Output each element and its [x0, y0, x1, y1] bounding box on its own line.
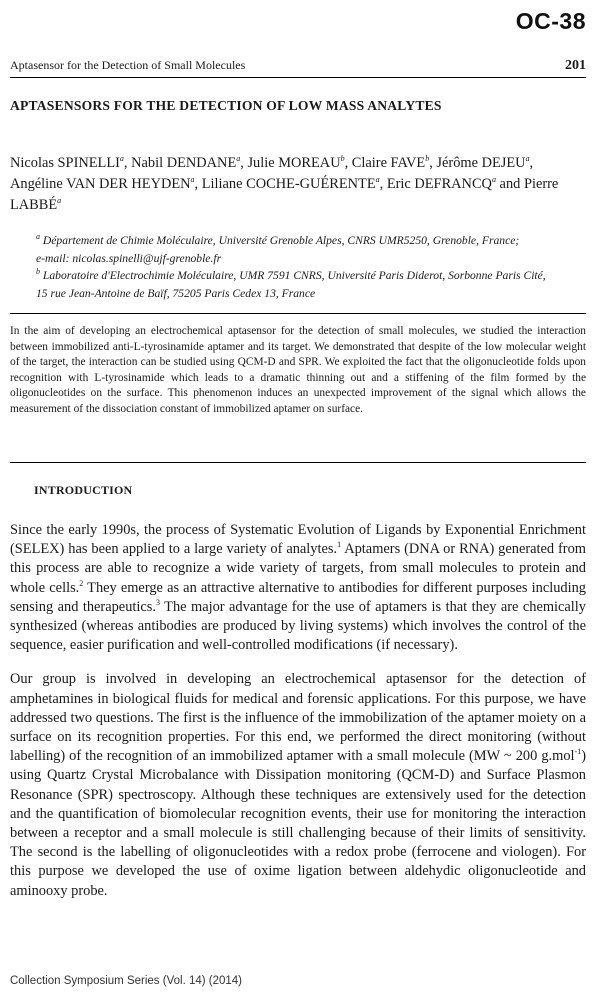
section-heading: INTRODUCTION	[34, 483, 133, 497]
paragraph-text: ) using Quartz Crystal Microbalance with Dissipation monitoring (QCM-D) and Surface Plasmon Resonance (SPR) spectroscopy. Although these techniques are extensively used for the detection and the quantification of biomolecular recognition events, their use for monitoring the interaction between a receptor and a small molecule is still challenging because of their limits of sensitivity. The second is the labelling of oligonucleotides with a redox probe (ferrocene and viologen). For this purpose we developed the use of oxime ligation between aldehydic oligonucleotide and aminooxy probe.	[10, 748, 586, 899]
author-affiliation-mark: b	[425, 154, 430, 164]
citation-ref: 3	[155, 598, 160, 608]
running-header	[10, 58, 586, 74]
affiliation-line	[36, 267, 586, 285]
paragraph-text: They emerge as an attractive alternative to antibodies for different purposes including sensing and therapeutics.	[10, 579, 586, 615]
paper-code: OC-38	[515, 8, 586, 34]
author-name: Eric DEFRANCQ	[386, 176, 492, 192]
author-affiliation-mark: a	[525, 154, 530, 164]
author-affiliation-mark: a	[491, 175, 496, 185]
author-name: Pierre LABBÉ	[10, 176, 559, 213]
body-paragraph	[10, 521, 586, 655]
paragraph-text: Our group is involved in developing an electrochemical aptasensor for the detection of amphetamines in biological fluids for medical and forensic applications. For this purpose, we have addressed two questions. The first is the influence of the immobilization of the aptamer moiety on a surface on its recognition properties. For this end, we performed the direct monitoring (without labelling) of the recognition of an immobilized aptamer with a small molecule (MW ~ 200 g.mol	[10, 671, 586, 765]
author-name: Angéline VAN DER HEYDEN	[10, 176, 191, 192]
citation-ref: -1	[574, 747, 582, 757]
affiliation-text: Département de Chimie Moléculaire, Université Grenoble Alpes, CNRS UMR5250, Grenoble, France;	[42, 234, 520, 247]
author-affiliation-mark: a	[236, 154, 241, 164]
abstract-top-divider	[10, 313, 586, 314]
affiliation-text: e-mail: nicolas.spinelli@ujf-grenoble.fr	[36, 251, 222, 265]
author-affiliation-mark: b	[340, 154, 345, 164]
body-paragraph	[10, 670, 586, 900]
affiliation-text: Laboratoire d'Electrochimie Moléculaire, UMR 7591 CNRS, Université Paris Diderot, Sorbonne Paris Cité,	[42, 269, 546, 282]
author-name: Nabil DENDANE	[131, 155, 237, 171]
author-affiliation-mark: a	[119, 154, 124, 164]
affiliation-mark: b	[36, 267, 40, 277]
citation-ref: 2	[79, 578, 84, 588]
page-number: 201	[565, 58, 586, 73]
paragraph-text: Aptamers (DNA or RNA) generated from this process are able to recognize a wide variety of targets, from small molecules to protein and whole cells.	[10, 541, 586, 596]
abstract-text: In the aim of developing an electrochemical aptasensor for the detection of small molecules, we studied the interaction between immobilized anti-L-tyrosinamide aptamer and its target. We demonstrated that despite of the low molecular weight of the target, the interaction can be studied using QCM-D and SPR. We exploited the fact that the oligonucleotide folds upon recognition with L-tyrosinamide which leads to a dramatic thinning out and a stiffening of the film formed by the oligonucleotides on the surface. This phenomenon induces an unexpected improvement of the signal which allows the measurement of the dissociation constant of immobilized aptamer on surface.	[10, 325, 586, 415]
affiliation-line	[36, 250, 586, 268]
author-name: Liliane COCHE-GUÉRENTE	[201, 176, 376, 192]
body-text	[10, 521, 586, 916]
header-divider	[10, 77, 586, 78]
author-name: Claire FAVE	[351, 155, 426, 171]
author-affiliation-mark: a	[190, 175, 195, 185]
author-name: Julie MOREAU	[247, 155, 341, 171]
affiliation-list	[36, 232, 586, 302]
citation-ref: 1	[337, 540, 342, 550]
affiliation-text: 15 rue Jean-Antoine de Baïf, 75205 Paris Cedex 13, France	[36, 286, 316, 300]
footer-citation: Collection Symposium Series (Vol. 14) (2014)	[10, 975, 243, 987]
paragraph-text: The major advantage for the use of aptamers is that they are chemically synthesized (whereas antibodies are produced by living systems) which involves the control of the sequence, easier purification and well-controlled modifications (if necessary).	[10, 598, 586, 654]
author-affiliation-mark: a	[375, 175, 380, 185]
affiliation-line	[36, 232, 586, 250]
running-title: Aptasensor for the Detection of Small Molecules	[10, 58, 246, 72]
author-name: Nicolas SPINELLI	[10, 155, 120, 171]
author-list: Nicolas SPINELLI$^a$, Nabil DENDANE$^a$, Julie MOREAU$^b$, Claire FAVE$^b$, Jérôme DEJEU$^a$, Angéline VAN DER HEYDEN$^a$, Liliane COCHE-GUÉRENTE$^a$, Eric DEFRANCQ$^a$ and Pierre LABBÉ$^a$	[10, 154, 559, 213]
paper-title: APTASENSORS FOR THE DETECTION OF LOW MASS ANALYTES	[10, 98, 442, 113]
abstract-bottom-divider	[10, 462, 586, 463]
affiliation-mark: a	[36, 232, 40, 242]
paragraph-text: Since the early 1990s, the process of Systematic Evolution of Ligands by Exponential Enrichment (SELEX) has been applied to a large variety of analytes.	[10, 522, 586, 558]
author-name: Jérôme DEJEU	[436, 155, 526, 171]
affiliation-line	[36, 285, 586, 303]
author-affiliation-mark: a	[57, 196, 62, 206]
